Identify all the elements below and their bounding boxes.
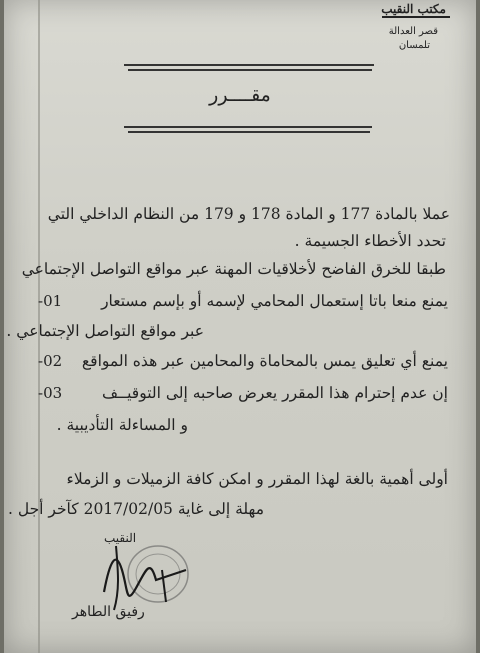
article-02-number: -02	[38, 352, 63, 370]
title-rule-top-2	[128, 69, 372, 71]
title-rule-bottom-1	[124, 126, 372, 128]
document-title: مقــــرر	[209, 84, 271, 106]
preamble-line-1: عملا بالمادة 177 و المادة 178 و 179 من النظام الداخلي التي	[47, 205, 450, 223]
article-01-line-1: يمنع منعا باتا إستعمال المحامي لإسمه أو بإسم مستعار	[101, 292, 448, 310]
header-court: قصر العدالة	[388, 26, 438, 37]
preamble-line-2: تحدد الأخطاء الجسيمة .	[294, 232, 446, 250]
article-01-line-2: عبر مواقع التواصل الإجتماعي .	[6, 322, 204, 340]
intro-line: طبقا للخرق الفاضح لأخلاقيات المهنة عبر مواقع التواصل الإجتماعي	[21, 260, 446, 278]
article-03-number: -03	[38, 384, 63, 402]
closing-line-1: أولى أهمية بالغة لهذا المقرر و امكن كافة الزميلات و الزملاء	[66, 470, 448, 488]
title-rule-top-1	[124, 64, 374, 66]
closing-line-2: مهلة إلى غاية 2017/02/05 كآخر أجل .	[8, 500, 264, 518]
signature-name: رفيق الطاهر	[72, 604, 145, 620]
header-city: تلمسان	[398, 40, 430, 51]
signature-title: النقيب	[104, 531, 137, 545]
signature-stamp-icon	[96, 540, 192, 612]
document-page	[4, 0, 476, 653]
article-01-number: -01	[38, 292, 63, 310]
title-rule-bottom-2	[128, 131, 370, 133]
article-03-line-1: إن عدم إحترام هذا المقرر يعرض صاحبه إلى التوقيــف	[101, 384, 448, 402]
header-office: مكتب النقيب	[381, 2, 446, 16]
article-03-line-2: و المساءلة التأديبية .	[56, 416, 188, 434]
header-underline	[382, 16, 450, 18]
article-02-line-1: يمنع أي تعليق يمس بالمحاماة والمحامين عبر هذه المواقع	[81, 352, 448, 370]
